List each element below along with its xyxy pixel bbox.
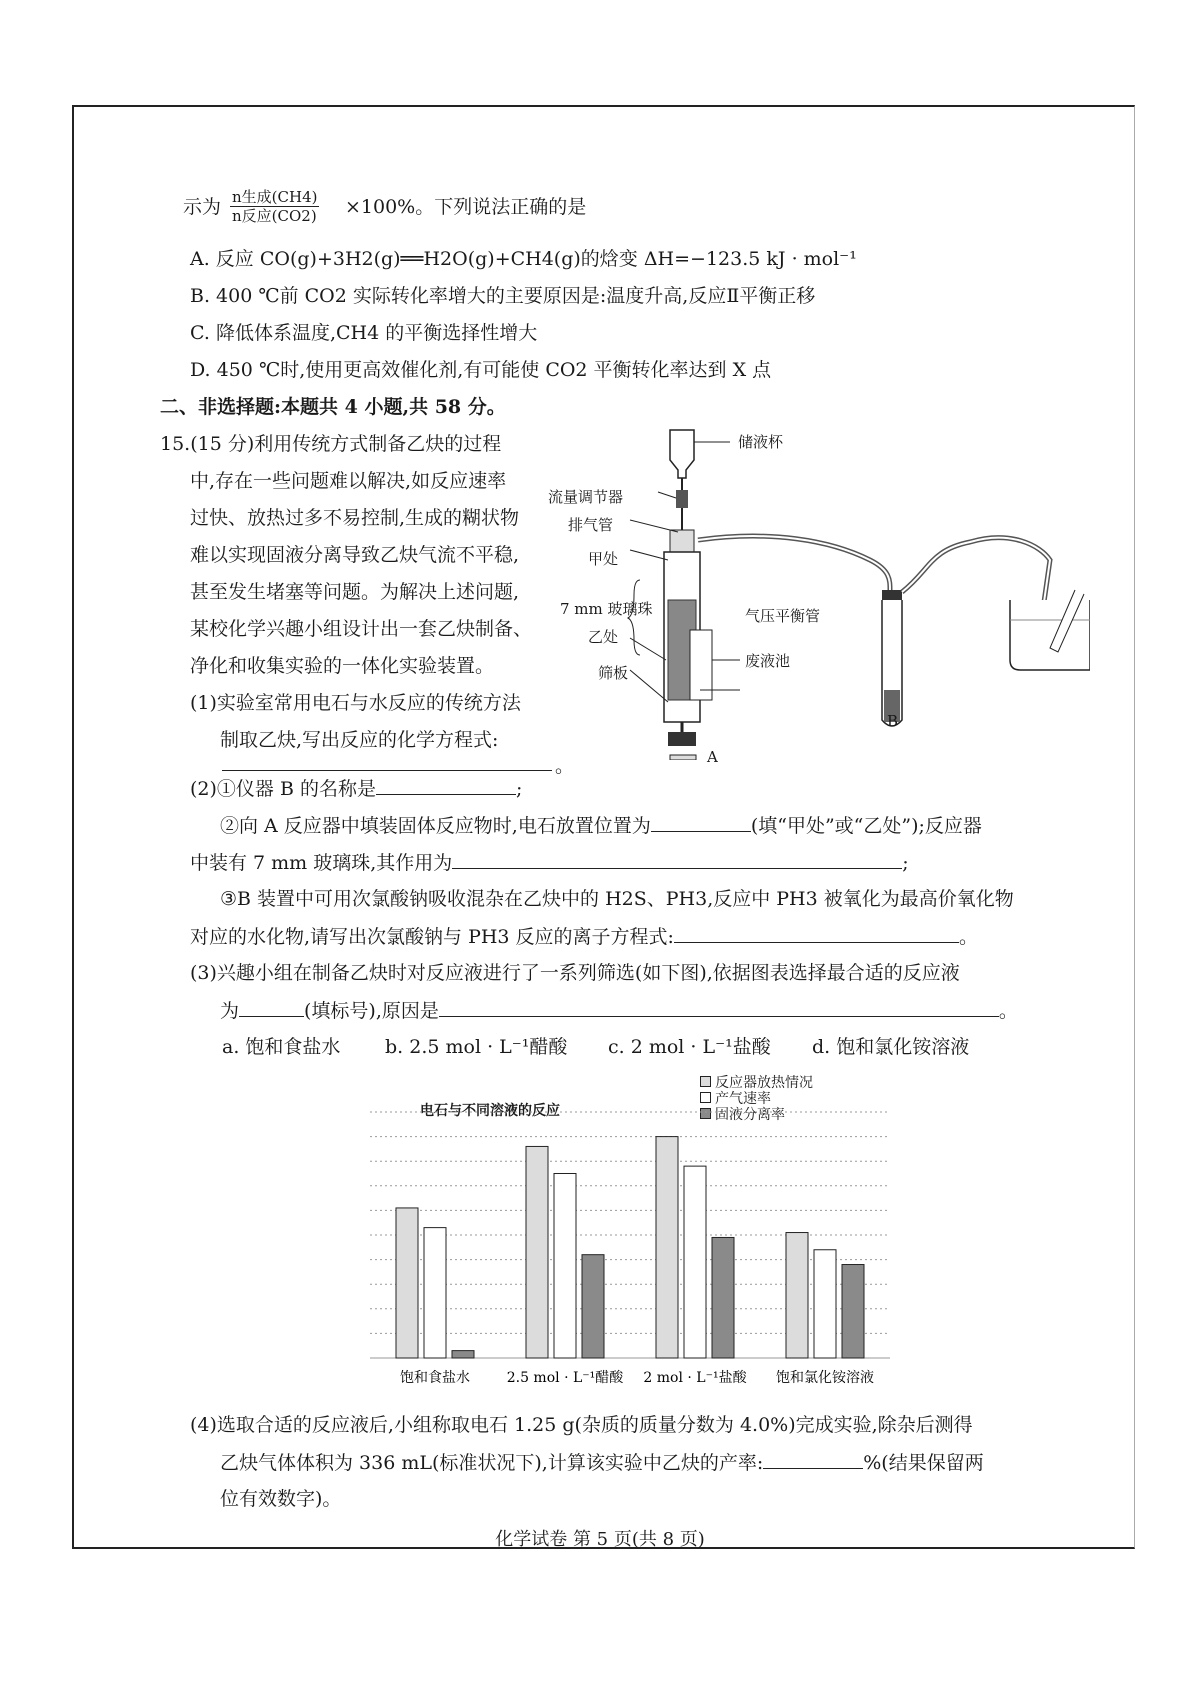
answer-blank[interactable] [651, 813, 751, 832]
fraction-numerator: n生成(CH4) [232, 188, 318, 206]
q15-intro-line: 某校化学兴趣小组设计出一套乙炔制备、 [190, 618, 533, 640]
bar [582, 1255, 604, 1358]
q15-3-text-a: 为 [220, 1000, 240, 1022]
legend-label: 产气速率 [715, 1091, 771, 1107]
bar [526, 1146, 548, 1358]
answer-blank[interactable] [674, 924, 959, 943]
q15-4-line2 [220, 1450, 984, 1475]
q15-2-sub3-text-b: 对应的水化物,请写出次氯酸钠与 PH3 反应的离子方程式: [190, 926, 674, 948]
q15-intro-line: 净化和收集实验的一体化实验装置。 [190, 655, 495, 677]
q15-3-end: 。 [998, 1000, 1018, 1022]
category-label: 饱和氯化铵溶液 [776, 1370, 874, 1386]
label-glass-beads: 7 mm 玻璃珠 [560, 600, 653, 618]
q15-2-sub1-end: ; [515, 778, 523, 800]
choice-a: a. 饱和食盐水 [222, 1036, 341, 1058]
label-sieve-plate: 筛板 [598, 664, 629, 682]
q15-intro-line: 中,存在一些问题难以解决,如反应速率 [190, 470, 507, 492]
choice-d: d. 饱和氯化铵溶液 [812, 1036, 970, 1058]
q15-2-sub3-cont [190, 924, 978, 949]
q15-3-line1: (3)兴趣小组在制备乙炔时对反应液进行了一系列筛选(如下图),依据图表选择最合适的反应液 [190, 962, 960, 984]
q15-2-sub2 [220, 813, 982, 838]
bar [396, 1208, 418, 1358]
category-label: 2.5 mol · L⁻¹醋酸 [506, 1370, 624, 1386]
answer-blank[interactable] [239, 998, 304, 1017]
water-trough-shape [1010, 600, 1090, 670]
label-exhaust-pipe: 排气管 [568, 516, 614, 534]
answer-blank[interactable] [763, 1450, 863, 1469]
selectivity-fraction [230, 188, 319, 225]
legend-swatch [700, 1076, 711, 1087]
q15-1-line2: 制取乙炔,写出反应的化学方程式: [220, 729, 499, 751]
bar [684, 1166, 706, 1358]
q15-intro-line: 甚至发生堵塞等问题。为解决上述问题, [190, 581, 520, 603]
q15-2-sub2-end: ; [902, 852, 909, 874]
q15-4-text-a: 乙炔气体体积为 336 mL(标准状况下),计算该实验中乙炔的产率: [220, 1452, 764, 1474]
section-heading: 二、非选择题:本题共 4 小题,共 58 分。 [160, 396, 506, 418]
page-footer: 化学试卷 第 5 页(共 8 页) [495, 1529, 705, 1550]
q15-1-line1: (1)实验室常用电石与水反应的传统方法 [190, 692, 521, 714]
q15-3-line2 [220, 998, 1018, 1023]
bar [842, 1265, 864, 1358]
q15-1-end: 。 [555, 755, 575, 777]
legend-label: 固液分离率 [715, 1107, 785, 1123]
label-position-yi: 乙处 [588, 628, 619, 646]
q15-2-sub3-end: 。 [958, 926, 978, 948]
option-a: A. 反应 CO(g)+3H2(g)══H2O(g)+CH4(g)的焓变 ΔH=−123.5 kJ · mol⁻¹ [190, 248, 857, 270]
q15-intro-line: 过快、放热过多不易控制,生成的糊状物 [190, 507, 520, 529]
bar [786, 1233, 808, 1358]
q15-4-line1: (4)选取合适的反应液后,小组称取电石 1.25 g(杂质的质量分数为 4.0%)完成实验,除杂后测得 [190, 1414, 973, 1436]
q15-4-line3: 位有效数字)。 [220, 1488, 342, 1510]
label-position-jia: 甲处 [588, 550, 619, 568]
q15-2-sub2-text-c: 中装有 7 mm 玻璃珠,其作用为 [190, 852, 453, 874]
label-b: B [887, 712, 899, 730]
category-label: 饱和食盐水 [400, 1370, 470, 1386]
bar-chart [360, 1100, 900, 1400]
q15-4-text-b: %(结果保留两 [863, 1452, 984, 1474]
bar [656, 1137, 678, 1358]
choice-c: c. 2 mol · L⁻¹盐酸 [608, 1036, 771, 1058]
header-prefix: 示为 [183, 196, 222, 218]
bar [452, 1351, 474, 1358]
category-label: 2 mol · L⁻¹盐酸 [643, 1370, 747, 1386]
q15-intro-line: 难以实现固液分离导致乙炔气流不平稳, [190, 544, 520, 566]
flow-regulator-shape [676, 490, 688, 508]
q15-2-sub1 [190, 776, 522, 801]
fraction-denominator: n反应(CO2) [232, 207, 317, 225]
bar [424, 1228, 446, 1358]
legend-label: 反应器放热情况 [715, 1075, 813, 1091]
storage-cup-shape [670, 430, 694, 478]
q15-2-sub2-cont [190, 850, 909, 875]
option-c: C. 降低体系温度,CH4 的平衡选择性增大 [190, 322, 538, 344]
chart-title: 电石与不同溶液的反应 [420, 1103, 560, 1119]
choice-b: b. 2.5 mol · L⁻¹醋酸 [385, 1036, 568, 1058]
header-suffix: ×100%。下列说法正确的是 [345, 196, 587, 218]
bar [712, 1237, 734, 1358]
option-d: D. 450 ℃时,使用更高效催化剂,有可能使 CO2 平衡转化率达到 X 点 [190, 359, 772, 381]
option-b: B. 400 ℃前 CO2 实际转化率增大的主要原因是:温度升高,反应Ⅱ平衡正移 [190, 285, 816, 307]
q15-2-sub3: ③B 装置中可用次氯酸钠吸收混杂在乙炔中的 H2S、PH3,反应中 PH3 被氧化为最高价氧化物 [220, 888, 1014, 910]
label-a: A [707, 748, 718, 766]
q15-2-sub2-text-b: (填“甲处”或“乙处”);反应器 [750, 815, 982, 837]
legend-item [700, 1075, 813, 1091]
label-waste-pool: 废液池 [745, 652, 791, 670]
answer-blank[interactable] [439, 998, 999, 1017]
apparatus-diagram [570, 420, 1090, 760]
label-pressure-tube: 气压平衡管 [745, 607, 821, 625]
q15-2-sub2-text: ②向 A 反应器中填装固体反应物时,电石放置位置为 [220, 815, 651, 837]
q15-2-sub1-text: (2)①仪器 B 的名称是 [190, 778, 376, 800]
label-flow-regulator: 流量调节器 [548, 488, 624, 506]
label-storage-cup: 储液杯 [738, 433, 784, 451]
answer-blank[interactable] [452, 850, 902, 869]
answer-blank[interactable] [376, 776, 516, 795]
answer-blank[interactable] [222, 770, 552, 771]
q15-3-text-b: (填标号),原因是 [304, 1000, 439, 1022]
q15-intro-line: 15.(15 分)利用传统方式制备乙炔的过程 [160, 433, 502, 455]
bar [554, 1174, 576, 1359]
bar [814, 1250, 836, 1358]
